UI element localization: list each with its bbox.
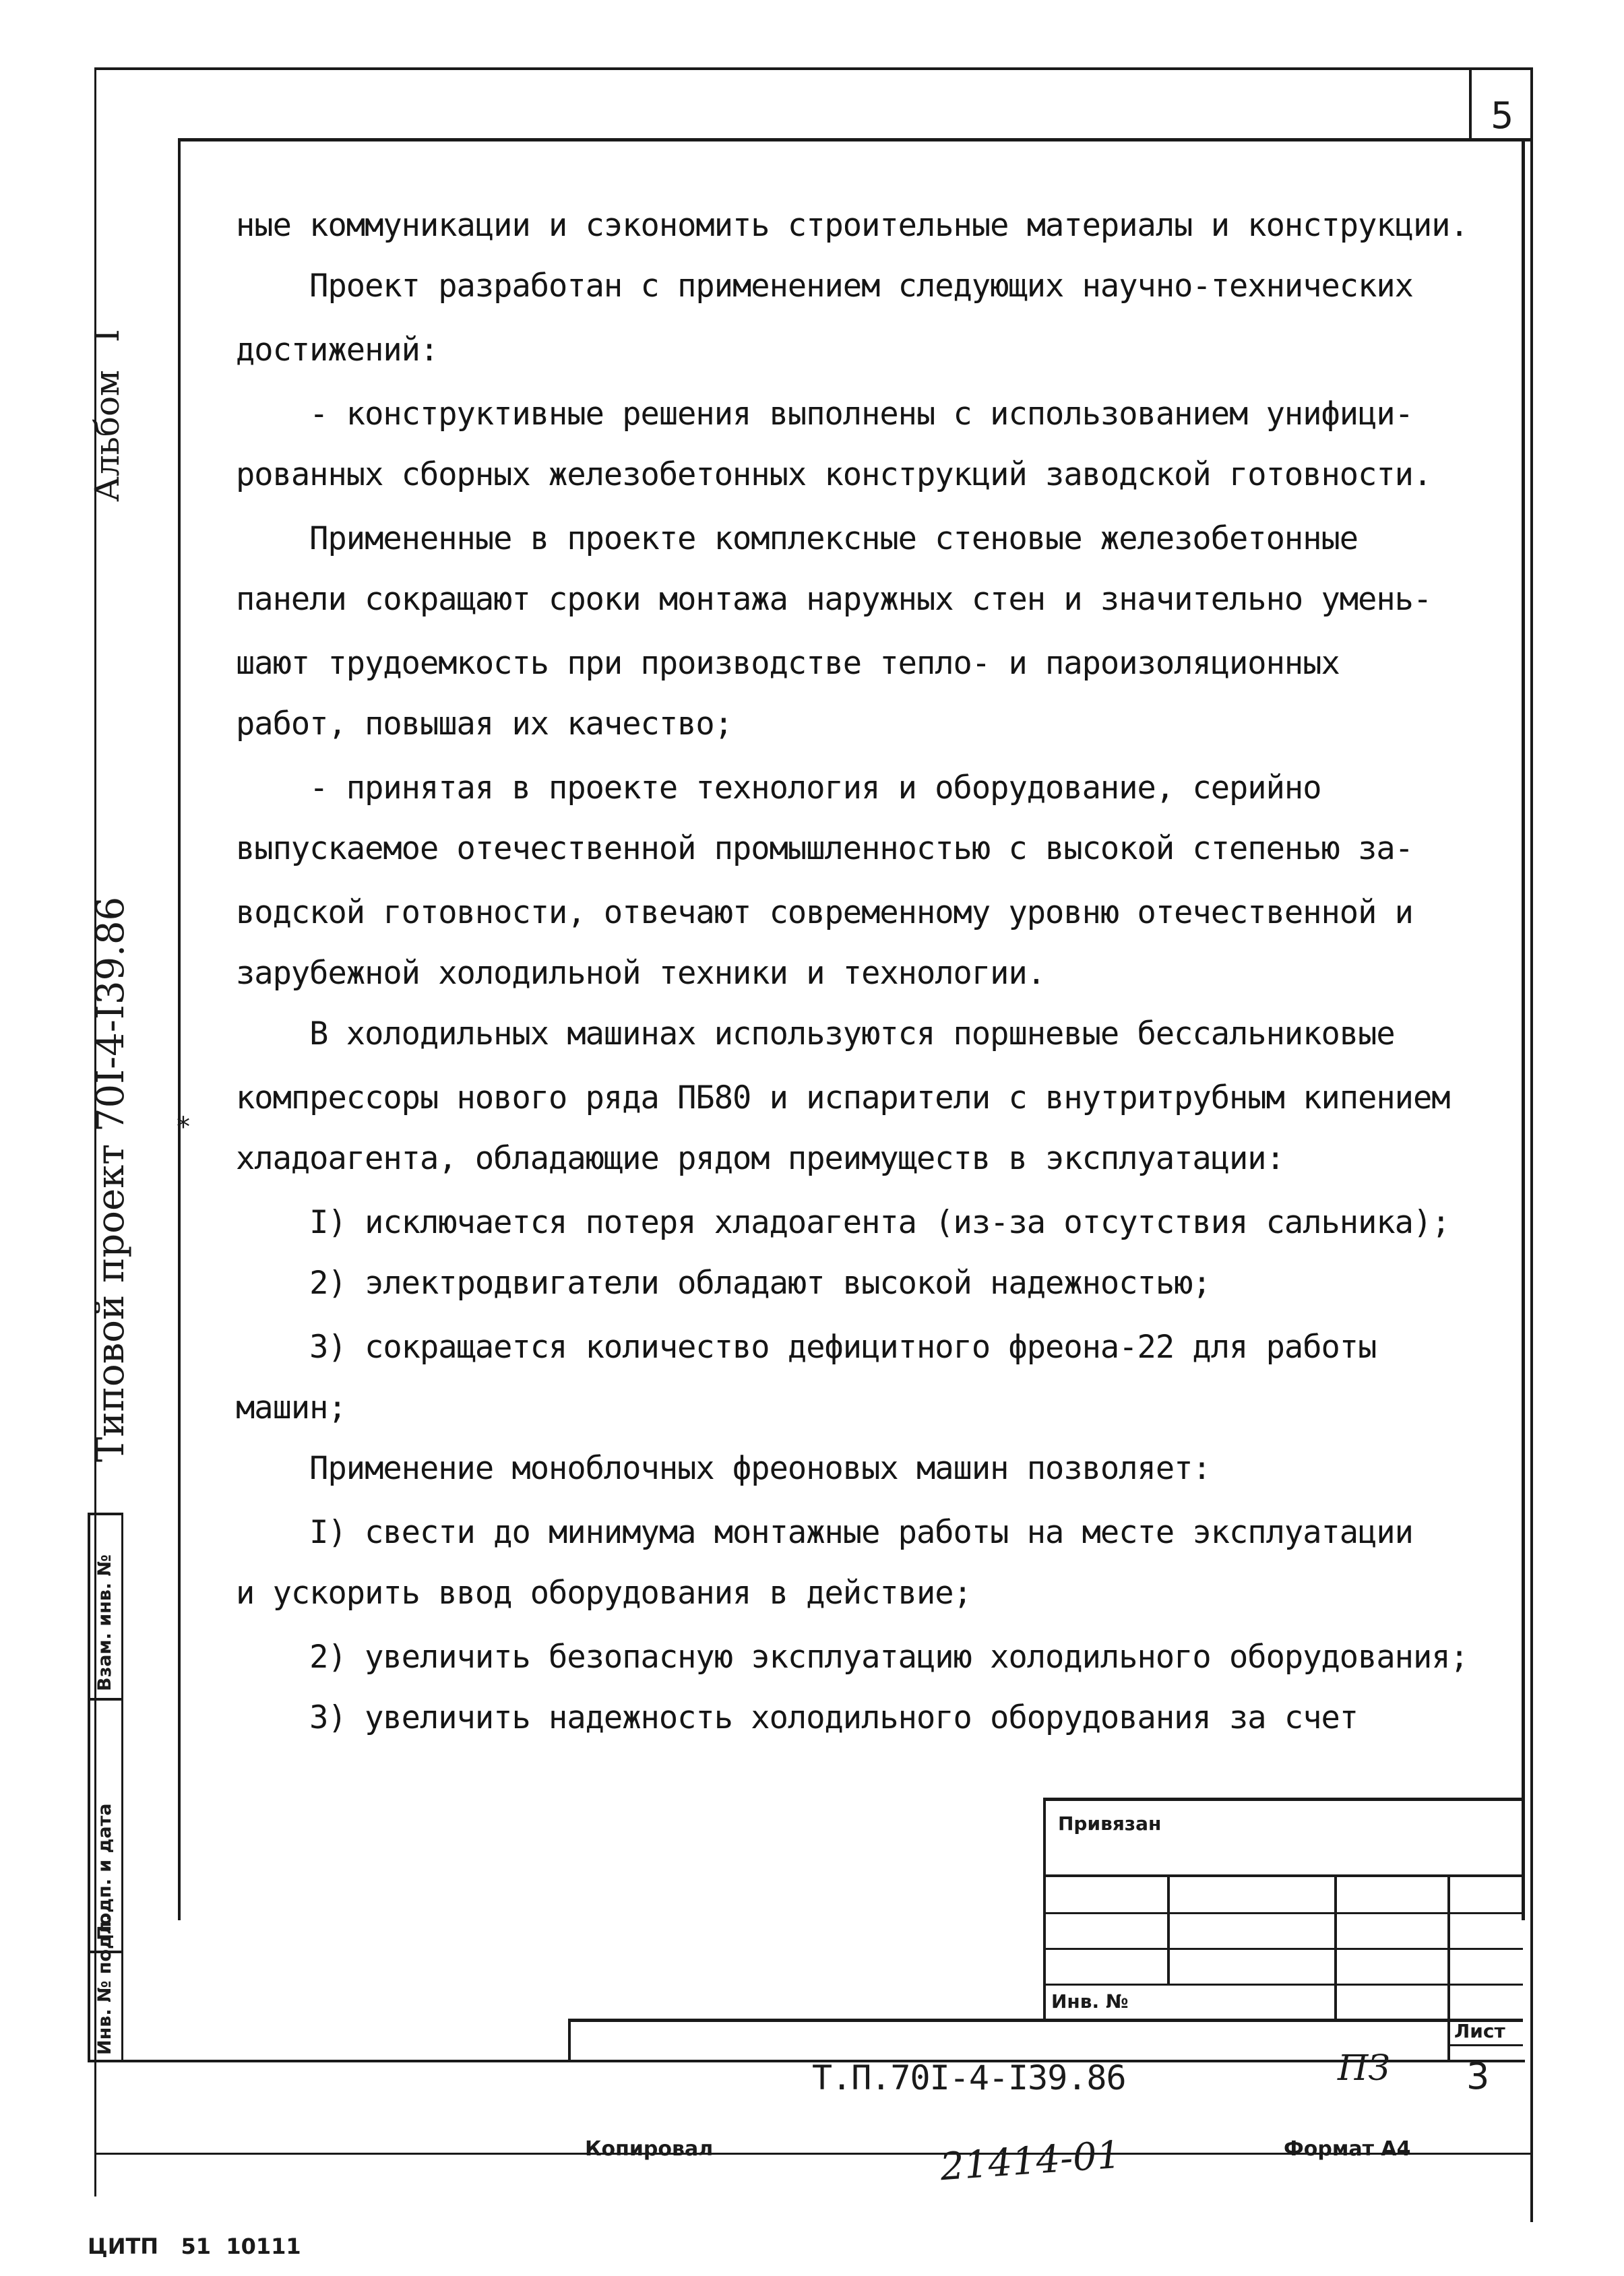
body-line: I) исключается потеря хладоагента (из-за отсутствия сальника);: [236, 1204, 1450, 1241]
album-label: [88, 329, 127, 502]
body-line: шают трудоемкость при производстве тепло- и пароизоляционных: [236, 645, 1340, 682]
stamp-upper-row4: [1043, 1984, 1523, 1986]
stamp-main-top: [568, 2019, 1523, 2022]
kopiroval-label: Копировал: [585, 2137, 714, 2161]
field-inv-label: Инв. № подл.: [94, 1914, 115, 2055]
inner-frame-top: [181, 138, 1469, 141]
margin-field-left: [88, 1513, 90, 2060]
stamp-upper-col2: [1334, 1874, 1337, 2020]
field-podp-label: Подп. и дата: [94, 1803, 115, 1940]
print-code: ЦИТП 51 10111: [88, 2234, 301, 2259]
section-code: ПЗ: [1338, 2048, 1390, 2089]
inner-frame-right: [1522, 138, 1525, 1920]
inner-frame-left: [178, 138, 181, 1920]
body-line: Примененные в проекте комплексные стеновые железобетонные: [236, 520, 1358, 557]
page-box-left: [1469, 67, 1472, 141]
body-line: Применение моноблочных фреоновых машин позволяет:: [236, 1450, 1211, 1487]
body-line: зарубежной холодильной техники и технологии.: [236, 955, 1046, 992]
body-line: I) свести до минимума монтажные работы на месте эксплуатации: [236, 1514, 1413, 1551]
body-line: Проект разработан с применением следующих научно-технических: [236, 267, 1413, 305]
body-line: 2) увеличить безопасную эксплуатацию холодильного оборудования;: [236, 1639, 1468, 1676]
asterisk-mark: *: [177, 1112, 190, 1143]
format-label: Формат А4: [1284, 2137, 1411, 2161]
album-number: I: [88, 329, 127, 343]
stamp-upper-row3: [1043, 1948, 1523, 1950]
stamp-upper-left: [1043, 1798, 1046, 2020]
body-line: 2) электродвигатели обладают высокой надежностью;: [236, 1265, 1211, 1302]
stamp-list-col: [1447, 2019, 1450, 2062]
privyazan-label: Привязан: [1058, 1812, 1162, 1835]
body-line: достижений:: [236, 331, 439, 369]
stamp-upper-row2: [1043, 1912, 1523, 1914]
body-line: хладоагента, обладающие рядом преимуществ в эксплуатации:: [236, 1140, 1284, 1177]
body-line: 3) сокращается количество дефицитного фреона-22 для работы: [236, 1329, 1377, 1366]
body-line: 3) увеличить надежность холодильного оборудования за счет: [236, 1699, 1358, 1736]
body-line: работ, повышая их качество;: [236, 705, 733, 742]
body-line: машин;: [236, 1389, 346, 1426]
margin-field-sep: [88, 1698, 123, 1701]
project-label: Типовой проект 70I-4-I39.86: [89, 896, 133, 1462]
stamp-upper-col1: [1167, 1874, 1170, 1984]
stamp-list-sep: [1447, 2044, 1523, 2046]
margin-field-right: [121, 1513, 123, 2060]
body-line: рованных сборных железобетонных конструкций заводской готовности.: [236, 456, 1432, 493]
body-line: водской готовности, отвечают современному уровню отечественной и: [236, 894, 1413, 931]
body-line: компрессоры нового ряда ПБ80 и испарители с внутритрубным кипением: [236, 1079, 1450, 1116]
stamp-upper-top: [1043, 1798, 1523, 1801]
page-box-bottom: [1469, 138, 1533, 141]
handwritten-number: 21414-01: [939, 2132, 1123, 2190]
body-line: В холодильных машинах используются поршневые бессальниковые: [236, 1015, 1395, 1052]
body-line: выпускаемое отечественной промышленностью с высокой степенью за-: [236, 830, 1413, 867]
outer-frame-right: [1530, 67, 1533, 2222]
album-text: Альбом: [88, 370, 127, 502]
stamp-main-left-lower: [568, 2019, 571, 2062]
margin-field-sep: [88, 1513, 123, 1515]
body-line: - принятая в проекте технология и оборудование, серийно: [236, 769, 1321, 807]
inner-frame-bottom: [88, 2060, 1525, 2062]
outer-frame-top: [94, 67, 1533, 70]
stamp-upper-row1: [1043, 1874, 1523, 1877]
stamp-upper-col3: [1447, 1874, 1450, 2020]
body-line: панели сокращают сроки монтажа наружных стен и значительно умень-: [236, 581, 1432, 618]
page-number: 5: [1491, 94, 1514, 137]
body-line: - конструктивные решения выполнены с использованием унифици-: [236, 396, 1413, 433]
list-label: Лист: [1454, 2020, 1505, 2042]
doc-code: Т.П.70I-4-I39.86: [812, 2058, 1126, 2097]
body-line: и ускорить ввод оборудования в действие;: [236, 1575, 972, 1612]
list-value: 3: [1466, 2055, 1490, 2097]
field-vzam-label: Взам. инв. №: [94, 1554, 115, 1691]
body-line: ные коммуникации и сэкономить строительные материалы и конструкции.: [236, 207, 1468, 244]
inv-no-label: Инв. №: [1051, 1990, 1129, 2013]
